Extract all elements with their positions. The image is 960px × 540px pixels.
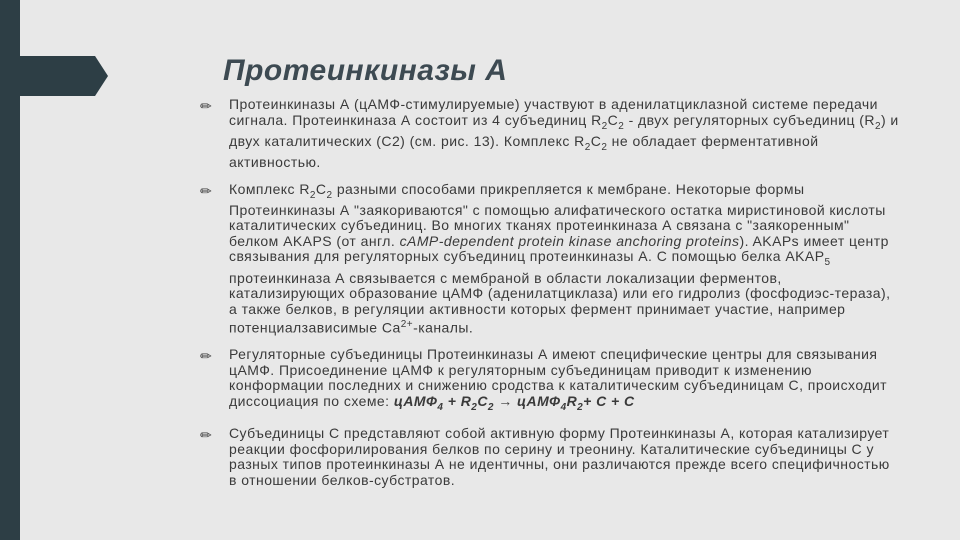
text-segment: Регуляторные субъединицы Протеинкиназы А имеют специфические центры для связывания цАМФ. Присоединение цАМФ к регуляторным субъединицам приводит к изменению конформации последних и снижению сродства к каталитическим субъединицам С, происходит диссоциация по схеме: (229, 346, 887, 409)
text-segment: 5 (824, 257, 831, 269)
text-segment: -каналы. (413, 319, 474, 336)
bullet-list (199, 97, 899, 499)
text-segment: ) и двух каталитических (C2) (см. рис. 13). Комплекс R (229, 111, 899, 149)
text-segment: cAMP-dependent protein kinase anchoring proteins (399, 232, 740, 249)
text-segment: 2 (601, 120, 608, 132)
list-item (199, 97, 899, 171)
text-segment: 2 (487, 401, 494, 413)
text-segment: не обладает ферментативной активностью. (229, 132, 819, 171)
bullet-text (229, 97, 899, 171)
text-segment: C (607, 111, 619, 128)
text-segment: 2 (618, 120, 625, 132)
text-segment: 4 (437, 401, 444, 413)
text-segment: 2 (326, 189, 333, 201)
text-segment: 4 (560, 401, 567, 413)
text-segment: протеинкиназа А связывается с мембраной в области локализации ферментов, катализирующих образование цАМФ (аденилатциклаза) или его гидролиз (фосфодиэс-тераза), а также белков, в регуляции активности которых фермент принимает участие, например потенциалзависимые Са (229, 269, 891, 336)
text-segment: → цАМФ (493, 392, 561, 409)
text-segment: C (315, 180, 327, 197)
text-segment: + R (443, 392, 472, 409)
text-segment: C (590, 132, 602, 149)
bullet-text (229, 347, 899, 415)
pencil-icon: ✏ (200, 427, 212, 444)
page-title: Протеинкиназы А (223, 54, 508, 87)
bullet-text (229, 182, 899, 337)
pencil-icon: ✏ (200, 182, 212, 199)
text-segment: 2+ (400, 319, 414, 331)
pencil-icon: ✏ (200, 98, 212, 114)
title-accent-arrow (0, 56, 108, 96)
list-item (199, 347, 899, 415)
pencil-icon: ✏ (200, 348, 212, 365)
text-segment: разными способами прикрепляется к мембране. Некоторые формы Протеинкиназы А "заякориваются" с помощью алифатического остатка миристиновой кислоты каталитических субъединиц. Во многих тканях протеинкиназа А связана с "заякоренным" белком AKAPS (от англ. (229, 180, 886, 249)
text-segment: цАМФ (393, 392, 438, 409)
text-segment: 2 (471, 401, 478, 413)
text-segment: + C + C (583, 392, 635, 409)
bullet-text (229, 426, 899, 488)
text-segment: Комплекс R (229, 180, 310, 197)
text-segment: 2 (309, 189, 316, 201)
text-segment: 2 (874, 120, 881, 132)
text-segment: 2 (577, 401, 584, 413)
text-segment: - двух регуляторных субъединиц (R (624, 111, 875, 128)
text-segment: Протеинкиназы А (цАМФ-стимулируемые) участвуют в аденилатциклазной системе передачи сигнала. Протеинкиназа А состоит из 4 субъединиц R (229, 96, 878, 128)
text-segment: R (566, 392, 578, 409)
text-segment: 2 (584, 141, 591, 153)
text-segment: ). AKAPs имеет центр связывания для регуляторных субъединиц протеинкиназы А. С помощью белка AKAP (229, 232, 889, 265)
list-item (199, 182, 899, 337)
text-segment: C (477, 392, 488, 409)
text-segment: Субъединицы С представляют собой активную форму Протеинкиназы А, которая катализирует реакции фосфорилирования белков по серину и треонину. Каталитические субъединицы С у разных типов протеинкиназы А не идентичны, они различаются прежде всего специфичностью в отношении белков-субстратов. (229, 425, 890, 488)
list-item (199, 426, 899, 488)
text-segment: 2 (601, 141, 608, 153)
